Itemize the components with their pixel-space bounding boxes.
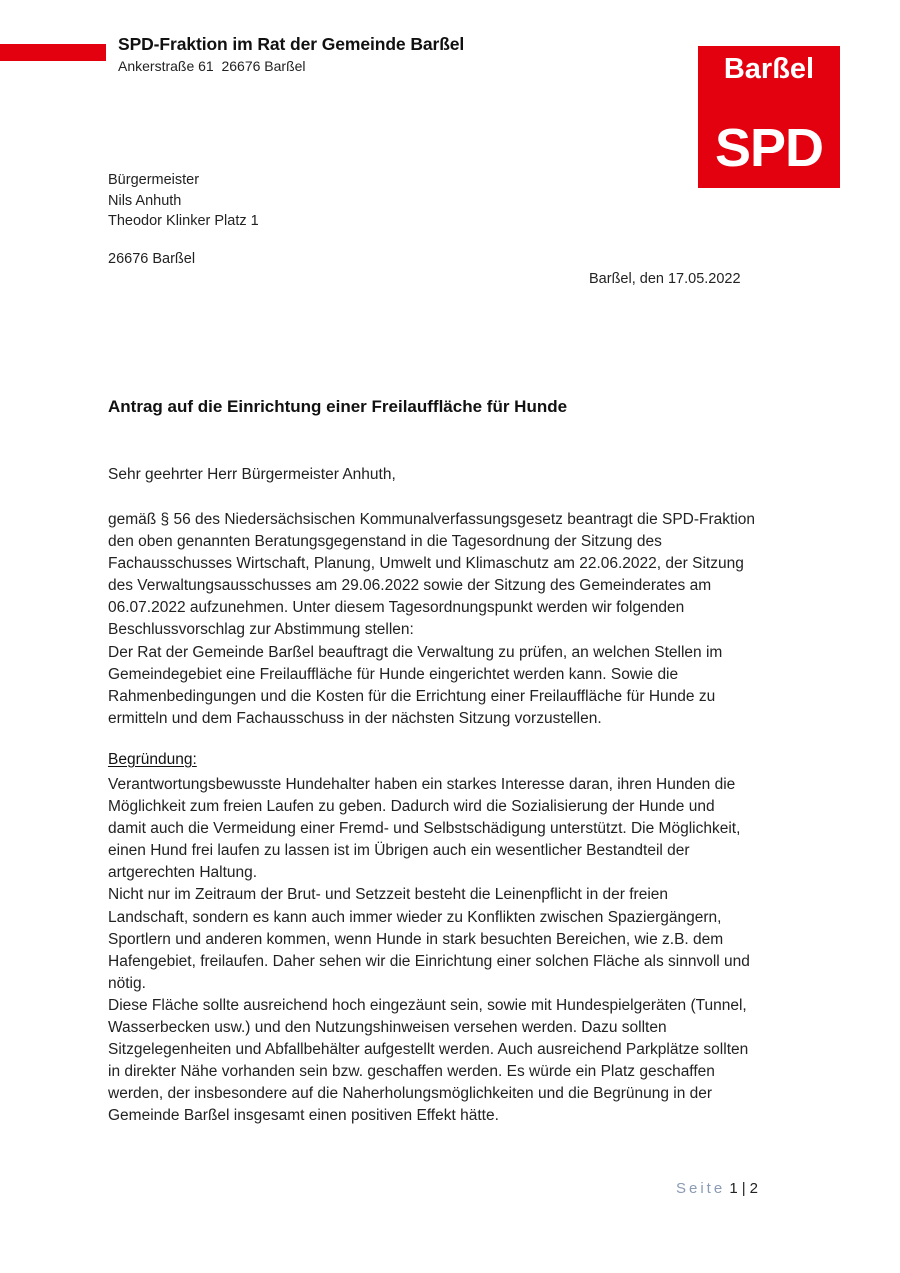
page-current: 1 xyxy=(729,1180,738,1197)
body-line: ermitteln und dem Fachausschuss in der nächsten Sitzung vorzustellen. xyxy=(108,709,602,727)
reason-line: Landschaft, sondern es kann auch immer wieder zu Konflikten zwischen Spaziergängern, xyxy=(108,908,722,926)
logo-place-name: Barßel xyxy=(723,53,815,85)
reason-body xyxy=(108,774,798,1128)
reason-line: Sportlern und anderen kommen, wenn Hunde in stark besuchten Bereichen, wie z.B. dem xyxy=(108,930,724,948)
body-line: Fachausschusses Wirtschaft, Planung, Umwelt und Klimaschutz am 22.06.2022, der Sitzung xyxy=(108,555,744,573)
spd-barssel-logo xyxy=(698,46,840,188)
reason-line: damit auch die Vermeidung einer Fremd- und Selbstschädigung unterstützt. Die Möglichkeit, xyxy=(108,820,741,838)
reason-heading: Begründung: xyxy=(108,751,197,768)
body-line: Beschlussvorschlag zur Abstimmung stellen: xyxy=(108,621,414,639)
reason-line: Gemeinde Barßel insgesamt einen positiven Effekt hätte. xyxy=(108,1107,499,1125)
reason-line: Möglichkeit zum freien Laufen zu geben. Dadurch wird die Sozialisierung der Hunde und xyxy=(108,798,715,816)
letter-body xyxy=(108,509,798,730)
reason-line: Sitzgelegenheiten und Abfallbehälter aufgestellt werden. Auch ausreichend Parkplätze sollten xyxy=(108,1041,749,1059)
recipient-name: Nils Anhuth xyxy=(108,192,182,209)
reason-line: einen Hund frei laufen zu lassen ist im Übrigen auch ein wesentlicher Bestandteil der xyxy=(108,842,690,860)
body-line: Der Rat der Gemeinde Barßel beauftragt die Verwaltung zu prüfen, an welchen Stellen im xyxy=(108,643,723,661)
recipient-address-block xyxy=(108,170,259,232)
salutation: Sehr geehrter Herr Bürgermeister Anhuth, xyxy=(108,466,396,483)
reason-line: werden, der insbesondere auf die Naherholungsmöglichkeiten und die Begrünung in der xyxy=(108,1085,713,1103)
page-word: Seite xyxy=(676,1180,726,1197)
body-line: des Verwaltungsausschusses am 29.06.2022 sowie der Sitzung des Gemeinderates am xyxy=(108,577,712,595)
red-accent-bar xyxy=(0,44,106,61)
reason-line: Verantwortungsbewusste Hundehalter haben ein starkes Interesse daran, ihren Hunden die xyxy=(108,776,736,793)
page-separator: | xyxy=(741,1180,746,1197)
body-line: 06.07.2022 aufzunehmen. Unter diesem Tagesordnungspunkt werden wir folgenden xyxy=(108,599,685,617)
reason-line: artgerechten Haltung. xyxy=(108,864,258,882)
reason-line: Hafengebiet, freilaufen. Daher sehen wir die Einrichtung einer solchen Fläche als sinnvoll und xyxy=(108,952,750,970)
logo-party-name: SPD xyxy=(714,118,824,178)
reason-line: Wasserbecken usw.) und den Nutzungshinweisen versehen werden. Dazu sollten xyxy=(108,1019,667,1037)
letter-date: Barßel, den 17.05.2022 xyxy=(589,271,741,287)
sender-organization: SPD-Fraktion im Rat der Gemeinde Barßel xyxy=(118,34,465,54)
body-line: Rahmenbedingungen und die Kosten für die Errichtung einer Freilauffläche für Hunde zu xyxy=(108,687,716,705)
reason-line: Diese Fläche sollte ausreichend hoch eingezäunt sein, sowie mit Hundespielgeräten (Tunnel, xyxy=(108,996,747,1014)
body-line: Gemeindegebiet eine Freilauffläche für Hunde eingerichtet werden kann. Sowie die xyxy=(108,665,679,683)
page-number-footer xyxy=(676,1180,758,1197)
reason-line: nötig. xyxy=(108,974,146,992)
reason-line: Nicht nur im Zeitraum der Brut- und Setzzeit besteht die Leinenpflicht in der freien xyxy=(108,886,668,904)
reason-line: in direkter Nähe vorhanden sein bzw. geschaffen werden. Es würde ein Platz geschaffen xyxy=(108,1063,715,1081)
recipient-title: Bürgermeister xyxy=(108,172,200,188)
recipient-street: Theodor Klinker Platz 1 xyxy=(108,213,259,229)
body-line: gemäß § 56 des Niedersächsischen Kommunalverfassungsgesetz beantragt die SPD-Fraktion xyxy=(108,511,756,528)
recipient-city: 26676 Barßel xyxy=(108,251,196,267)
body-line: den oben genannten Beratungsgegenstand in die Tagesordnung der Sitzung des xyxy=(108,533,662,551)
letter-subject: Antrag auf die Einrichtung einer Freilauffläche für Hunde xyxy=(108,397,568,416)
sender-address: Ankerstraße 61 26676 Barßel xyxy=(118,58,306,74)
page-total: 2 xyxy=(749,1180,758,1197)
